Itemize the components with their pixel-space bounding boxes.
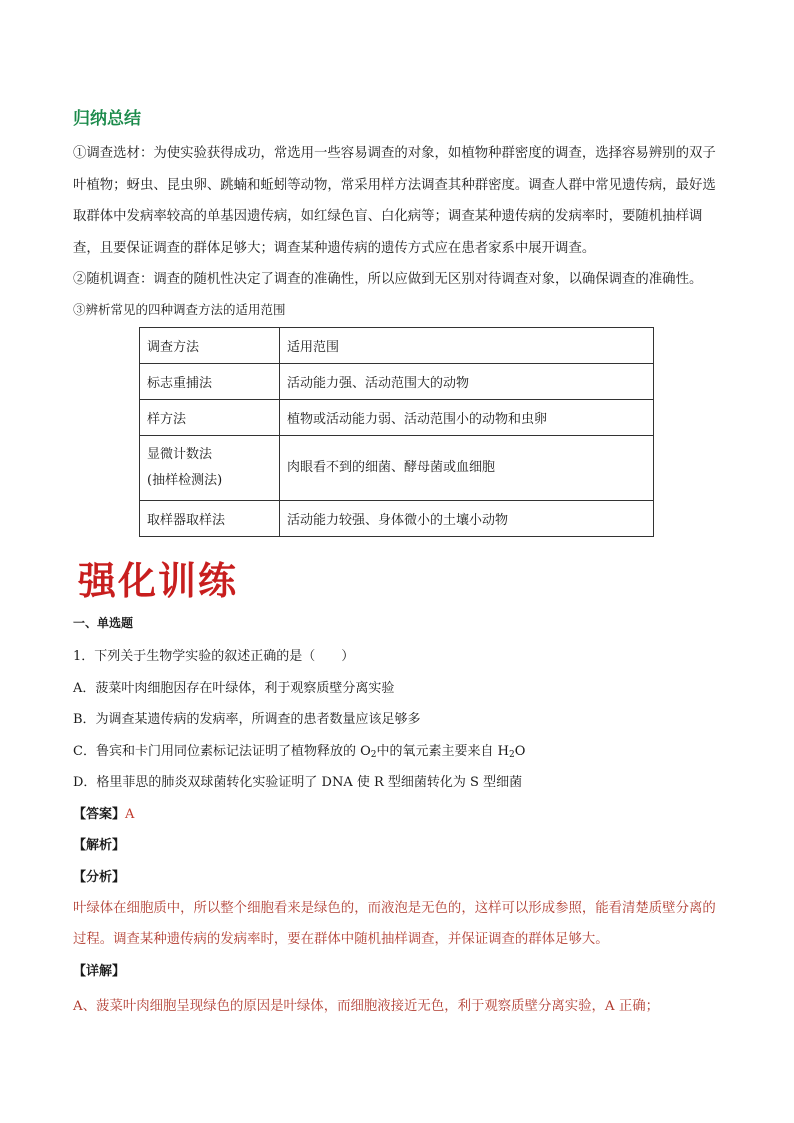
option-c (73, 740, 525, 760)
summary-point-3: ③辨析常见的四种调查方法的适用范围 (73, 302, 286, 317)
table-header-cell: 调查方法 (140, 328, 280, 364)
analysis-label: 【分析】 (73, 870, 126, 885)
option-b: B．为调查某遗传病的发病率，所调查的患者数量应该足够多 (73, 712, 421, 727)
table-header-cell: 适用范围 (280, 328, 654, 364)
answer-value: A (125, 807, 135, 822)
answer-line (73, 803, 134, 822)
summary-point-2: ②随机调查：调查的随机性决定了调查的准确性，所以应做到无区别对待调查对象，以确保调查的准确性。 (73, 272, 703, 287)
table-cell: 植物或活动能力弱、活动范围小的动物和虫卵 (280, 400, 654, 436)
summary-title: 归纳总结 (73, 109, 141, 129)
subscript: 2 (508, 750, 515, 760)
table-cell: 肉眼看不到的细菌、酵母菌或血细胞 (280, 436, 654, 501)
summary-point-1: ①调查选材：为使实验获得成功，常选用一些容易调查的对象，如植物种群密度的调查，选择容易辨别的双子叶植物；蚜虫、昆虫卵、跳蝻和蚯蚓等动物，常采用样方法调查其种群密度。调查人群中常见遗传病，最好选取群体中发病率较高的单基因遗传病，如红绿色盲、白化病等；调查某种遗传病的发病率时，要随机抽样调查，且要保证调查的群体足够大；调查某种遗传病的遗传方式应在患者家系中展开调查。 (73, 146, 716, 256)
option-d: D．格里菲思的肺炎双球菌转化实验证明了 DNA 使 R 型细菌转化为 S 型细菌 (73, 775, 523, 790)
survey-methods-table (139, 327, 654, 537)
table-cell: 标志重捕法 (140, 364, 280, 400)
section-label: 一、单选题 (73, 616, 134, 630)
table-cell: 样方法 (140, 400, 280, 436)
table-row (140, 501, 654, 537)
option-a: A．菠菜叶肉细胞因存在叶绿体，利于观察质壁分离实验 (73, 681, 395, 696)
table-cell: 显微计数法 (抽样检测法) (140, 436, 280, 501)
detail-text: A、菠菜叶肉细胞呈现绿色的原因是叶绿体，而细胞液接近无色，利于观察质壁分离实验，A 正确； (73, 999, 660, 1014)
table-cell: 活动能力较强、身体微小的土壤小动物 (280, 501, 654, 537)
analysis-text: 叶绿体在细胞质中，所以整个细胞看来是绿色的，而液泡是无色的，这样可以形成参照，能看清楚质壁分离的过程。调查某种遗传病的发病率时，要在群体中随机抽样调查，并保证调查的群体足够大。 (73, 901, 716, 947)
subscript: 2 (370, 750, 377, 760)
question-stem: 1．下列关于生物学实验的叙述正确的是（ ） (73, 649, 355, 664)
training-heading: 强化训练 (78, 558, 239, 603)
option-c-text: C．鲁宾和卡门用同位素标记法证明了植物释放的 O (73, 744, 371, 759)
table-cell: 活动能力强、活动范围大的动物 (280, 364, 654, 400)
detail-label: 【详解】 (73, 964, 126, 979)
table-row (140, 436, 654, 501)
table-row (140, 364, 654, 400)
option-c-text: O (514, 744, 526, 759)
explanation-label: 【解析】 (73, 838, 126, 853)
answer-label: 【答案】 (73, 807, 126, 822)
table-row (140, 400, 654, 436)
option-c-text: 中的氧元素主要来自 H (376, 744, 509, 759)
table-cell: 取样器取样法 (140, 501, 280, 537)
table-header-row (140, 328, 654, 364)
